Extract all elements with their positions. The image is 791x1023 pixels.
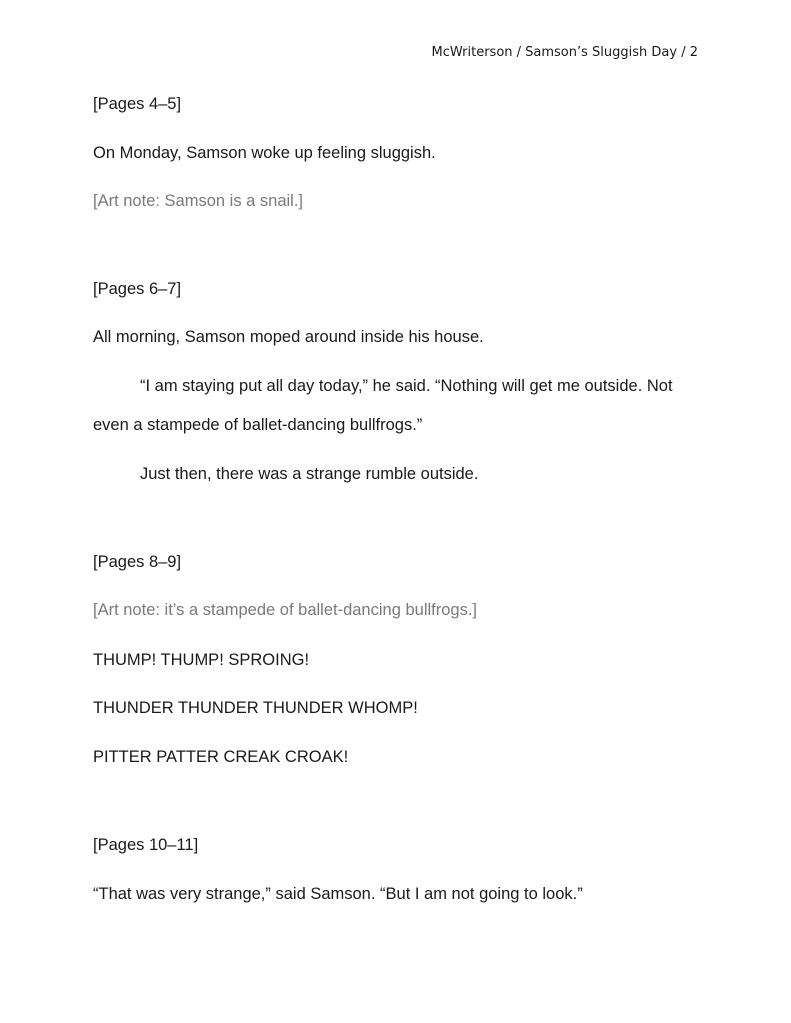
art-note: [Art note: it’s a stampede of ballet-dancing bullfrogs.] — [93, 601, 477, 619]
spread-heading: [Pages 6–7] — [93, 280, 182, 298]
running-header: McWriterson / Samson’s Sluggish Day / 2 — [431, 45, 698, 60]
manuscript-line: even a stampede of ballet-dancing bullfrogs.” — [93, 416, 423, 434]
spread-heading: [Pages 10–11] — [93, 836, 199, 854]
art-note: [Art note: Samson is a snail.] — [93, 192, 304, 210]
manuscript-line: “That was very strange,” said Samson. “But I am not going to look.” — [93, 885, 583, 903]
manuscript-line: Just then, there was a strange rumble outside. — [140, 465, 479, 483]
sound-effect-line: THUNDER THUNDER THUNDER WHOMP! — [93, 699, 418, 717]
spread-heading: [Pages 8–9] — [93, 553, 182, 571]
sound-effect-line: THUMP! THUMP! SPROING! — [93, 651, 310, 669]
manuscript-line: On Monday, Samson woke up feeling sluggish. — [93, 144, 436, 162]
manuscript-line: All morning, Samson moped around inside his house. — [93, 328, 484, 346]
spread-heading: [Pages 4–5] — [93, 95, 182, 113]
sound-effect-line: PITTER PATTER CREAK CROAK! — [93, 748, 349, 766]
manuscript-line: “I am staying put all day today,” he said. “Nothing will get me outside. Not — [140, 377, 673, 395]
